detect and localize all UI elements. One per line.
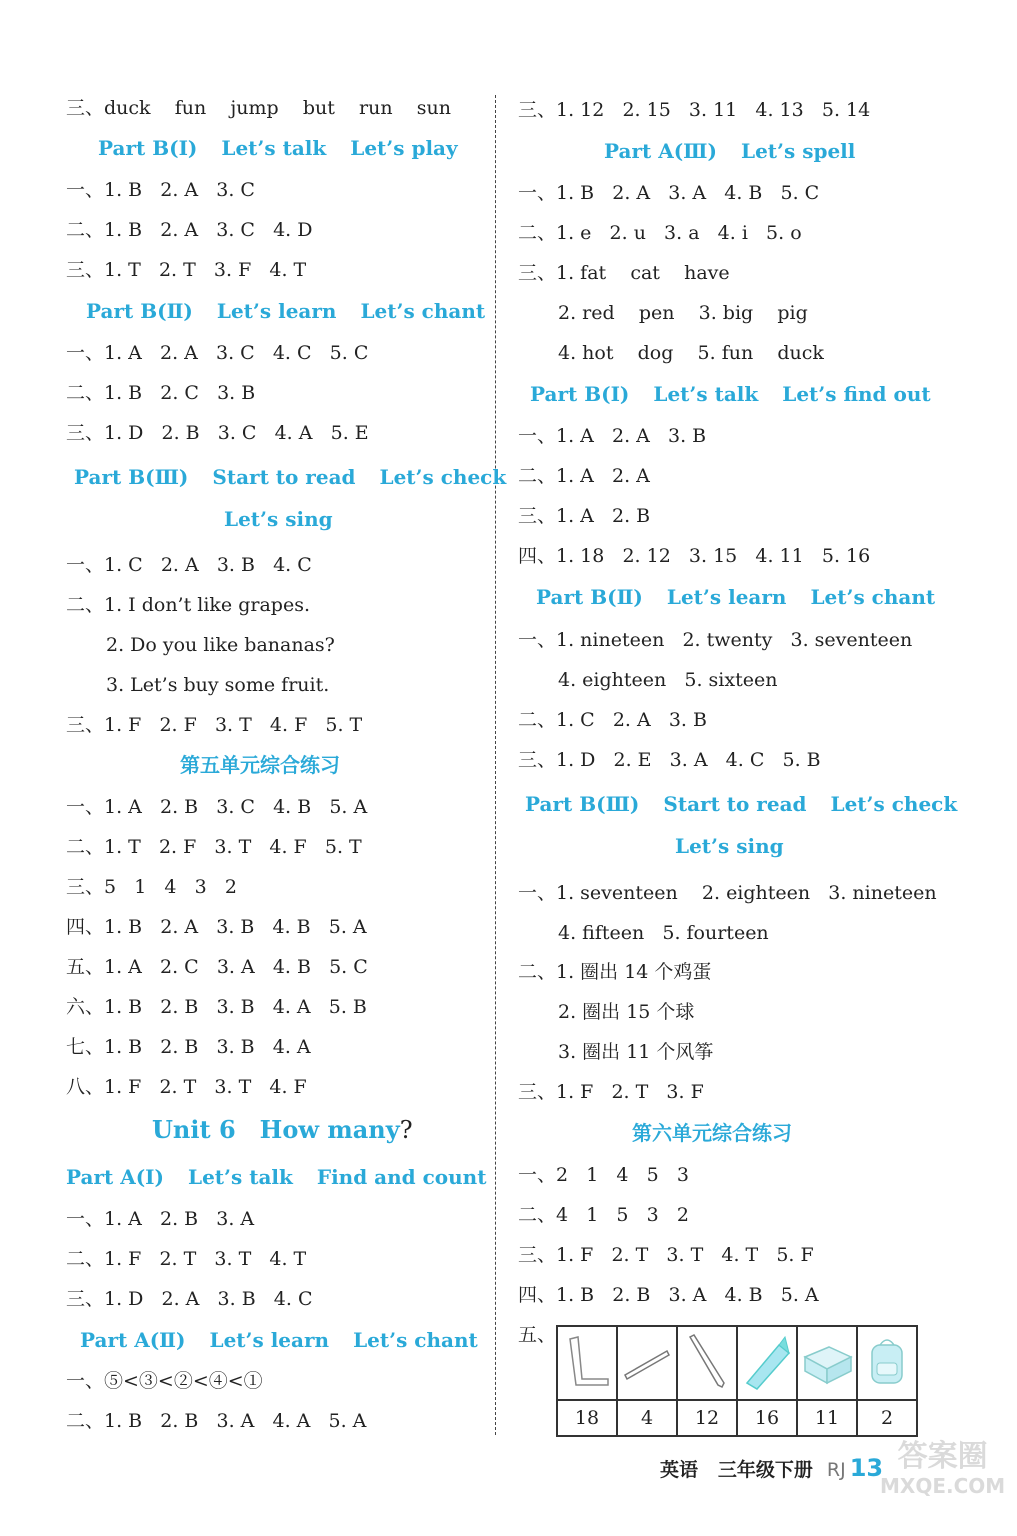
column-divider: [495, 95, 496, 1435]
page-footer: [660, 1454, 883, 1482]
table-cell: 2: [857, 1400, 917, 1436]
answer-line: 三、1. F 2. T 3. T 4. T 5. F: [518, 1244, 814, 1266]
section-heading: [74, 464, 506, 490]
answer-line: 五、1. A 2. C 3. A 4. B 5. C: [66, 956, 368, 978]
answer-line: 一、1. A 2. B 3. C 4. B 5. A: [66, 796, 368, 818]
answer-line: 一、1. A 2. A 3. C 4. C 5. C: [66, 342, 369, 364]
watermark-logo: 答案圈: [897, 1439, 988, 1474]
pencil-icon: [619, 1331, 675, 1391]
answer-line: 三、1. fat cat have: [518, 262, 730, 284]
table-cell: 12: [677, 1400, 737, 1436]
answer-line: 二、1. F 2. T 3. T 4. T: [66, 1248, 307, 1270]
answer-line: 二、1. A 2. A: [518, 465, 650, 487]
answer-line: 3. Let’s buy some fruit.: [106, 674, 330, 696]
watermark-url: MXQE.COM: [880, 1474, 1006, 1498]
heading-activity: Let’s talk: [221, 136, 327, 160]
answer-line: 二、1. 圈出 14 个鸡蛋: [518, 961, 712, 983]
answer-line: 四、1. 18 2. 12 3. 15 4. 11 5. 16: [518, 545, 871, 567]
heading-part: Part B(Ⅲ): [74, 465, 189, 489]
crayon-icon: [739, 1331, 795, 1391]
table-cell: 18: [557, 1400, 617, 1436]
heading-part: Part B(Ⅰ): [530, 382, 630, 406]
answer-line: 一、1. B 2. A 3. A 4. B 5. C: [518, 182, 820, 204]
answer-line: 一、1. A 2. B 3. A: [66, 1208, 255, 1230]
answer-line: 二、1. B 2. B 3. A 4. A 5. A: [66, 1410, 367, 1432]
answer-line: 二、1. T 2. F 3. T 4. F 5. T: [66, 836, 362, 858]
table-row: [557, 1326, 917, 1400]
answer-line: 三、1. T 2. T 3. F 4. T: [66, 259, 307, 281]
section-heading-continued: Let’s sing: [675, 834, 784, 858]
table-cell: 4: [617, 1400, 677, 1436]
heading-part: Part B(Ⅱ): [86, 299, 193, 323]
heading-activity: Let’s learn: [216, 299, 337, 323]
page-number: 13: [849, 1454, 884, 1482]
answer-line: 3. 圈出 11 个风筝: [558, 1041, 714, 1063]
heading-activity: Let’s chant: [353, 1328, 478, 1352]
unit-name: How many: [259, 1115, 400, 1144]
heading-part: Part A(Ⅰ): [66, 1165, 164, 1189]
unit-name-mark: ?: [399, 1116, 413, 1144]
answer-line: 三、5 1 4 3 2: [66, 876, 237, 898]
answer-line: 七、1. B 2. B 3. B 4. A: [66, 1036, 311, 1058]
ruler-icon: [562, 1331, 612, 1391]
heading-part: Part A(Ⅱ): [80, 1328, 186, 1352]
answer-line: 4. eighteen 5. sixteen: [558, 669, 778, 691]
table-cell: [677, 1326, 737, 1400]
answer-line: 八、1. F 2. T 3. T 4. F: [66, 1076, 307, 1098]
table-cell: [557, 1326, 617, 1400]
table-row: [557, 1400, 917, 1436]
section-heading: [604, 138, 855, 164]
footer-grade: 三年级下册: [717, 1459, 813, 1481]
answer-line: 4. fifteen 5. fourteen: [558, 922, 769, 944]
answer-line: 二、1. C 2. A 3. B: [518, 709, 707, 731]
section-heading: [525, 791, 957, 817]
section-heading: [98, 135, 458, 161]
heading-part: Part B(Ⅱ): [536, 585, 643, 609]
unit-number: Unit 6: [152, 1115, 236, 1144]
heading-activity: Let’s spell: [741, 139, 856, 163]
heading-activity: Let’s learn: [209, 1328, 330, 1352]
heading-activity: Let’s talk: [188, 1165, 293, 1189]
answer-line: 一、⑤<③<②<④<①: [66, 1370, 263, 1392]
table-cell: 16: [737, 1400, 797, 1436]
answer-line: 二、1. e 2. u 3. a 4. i 5. o: [518, 222, 802, 244]
review-heading: 第五单元综合练习: [180, 753, 340, 777]
answer-line: 二、1. B 2. A 3. C 4. D: [66, 219, 313, 241]
answer-line: 4. hot dog 5. fun duck: [558, 342, 824, 364]
footer-subject: 英语: [660, 1459, 699, 1481]
answer-line: 四、1. B 2. B 3. A 4. B 5. A: [518, 1284, 819, 1306]
heading-part: Part A(Ⅲ): [604, 139, 717, 163]
heading-activity: Find and count: [316, 1165, 487, 1189]
answer-line: 二、4 1 5 3 2: [518, 1204, 689, 1226]
answer-line: 三、1. D 2. A 3. B 4. C: [66, 1288, 313, 1310]
heading-activity: Let’s play: [350, 136, 458, 160]
heading-activity: Let’s check: [830, 792, 958, 816]
section-heading: [80, 1327, 478, 1353]
section-heading: [530, 381, 931, 407]
answer-line: 三、1. D 2. B 3. C 4. A 5. E: [66, 422, 369, 444]
answer-line: 三、1. F 2. T 3. F: [518, 1081, 704, 1103]
watermark: [880, 1440, 1005, 1498]
answer-line: 三、1. 12 2. 15 3. 11 4. 13 5. 14: [518, 99, 871, 121]
picture-count-table: [556, 1325, 918, 1437]
heading-activity: Let’s chant: [360, 299, 486, 323]
answer-line: 三、1. A 2. B: [518, 505, 651, 527]
answer-line: 三、1. F 2. F 3. T 4. F 5. T: [66, 714, 363, 736]
pen-icon: [682, 1331, 732, 1391]
heading-part: Part B(Ⅲ): [525, 792, 640, 816]
table-cell: [617, 1326, 677, 1400]
answer-line: 二、1. B 2. C 3. B: [66, 382, 256, 404]
heading-activity: Let’s chant: [810, 585, 936, 609]
table-cell: [797, 1326, 857, 1400]
answer-line: 一、1. A 2. A 3. B: [518, 425, 707, 447]
section-heading-continued: Let’s sing: [224, 507, 333, 531]
footer-edition: RJ: [826, 1459, 846, 1481]
answer-line: 一、2 1 4 5 3: [518, 1164, 689, 1186]
heading-activity: Let’s check: [379, 465, 507, 489]
answer-line: 2. red pen 3. big pig: [558, 302, 808, 324]
answer-line: 二、1. I don’t like grapes.: [66, 594, 310, 616]
table-cell: 11: [797, 1400, 857, 1436]
heading-activity: Let’s talk: [653, 382, 759, 406]
answer-line: 一、1. nineteen 2. twenty 3. seventeen: [518, 629, 913, 651]
review-heading: 第六单元综合练习: [632, 1121, 792, 1145]
section-heading: [86, 298, 485, 324]
answer-line: 三、duck fun jump but run sun: [66, 97, 451, 119]
answer-line: 一、1. C 2. A 3. B 4. C: [66, 554, 312, 576]
answer-line: 2. 圈出 15 个球: [558, 1001, 695, 1023]
heading-activity: Start to read: [212, 465, 356, 489]
answer-line: 六、1. B 2. B 3. B 4. A 5. B: [66, 996, 367, 1018]
section-heading: [66, 1164, 486, 1190]
heading-part: Part B(Ⅰ): [98, 136, 198, 160]
schoolbag-icon: [862, 1331, 912, 1391]
section-heading: [536, 584, 935, 610]
answer-line: 一、1. seventeen 2. eighteen 3. nineteen: [518, 882, 937, 904]
pencil-box-icon: [799, 1331, 855, 1391]
heading-activity: Start to read: [663, 792, 807, 816]
answer-line: 五、: [518, 1324, 557, 1346]
answer-line: 四、1. B 2. A 3. B 4. B 5. A: [66, 916, 367, 938]
table-cell: [857, 1326, 917, 1400]
unit-title: [152, 1115, 413, 1145]
table-cell: [737, 1326, 797, 1400]
answer-line: 2. Do you like bananas?: [106, 634, 335, 656]
answer-line: 三、1. D 2. E 3. A 4. C 5. B: [518, 749, 821, 771]
heading-activity: Let’s find out: [782, 382, 931, 406]
heading-activity: Let’s learn: [666, 585, 787, 609]
answer-line: 一、1. B 2. A 3. C: [66, 179, 255, 201]
